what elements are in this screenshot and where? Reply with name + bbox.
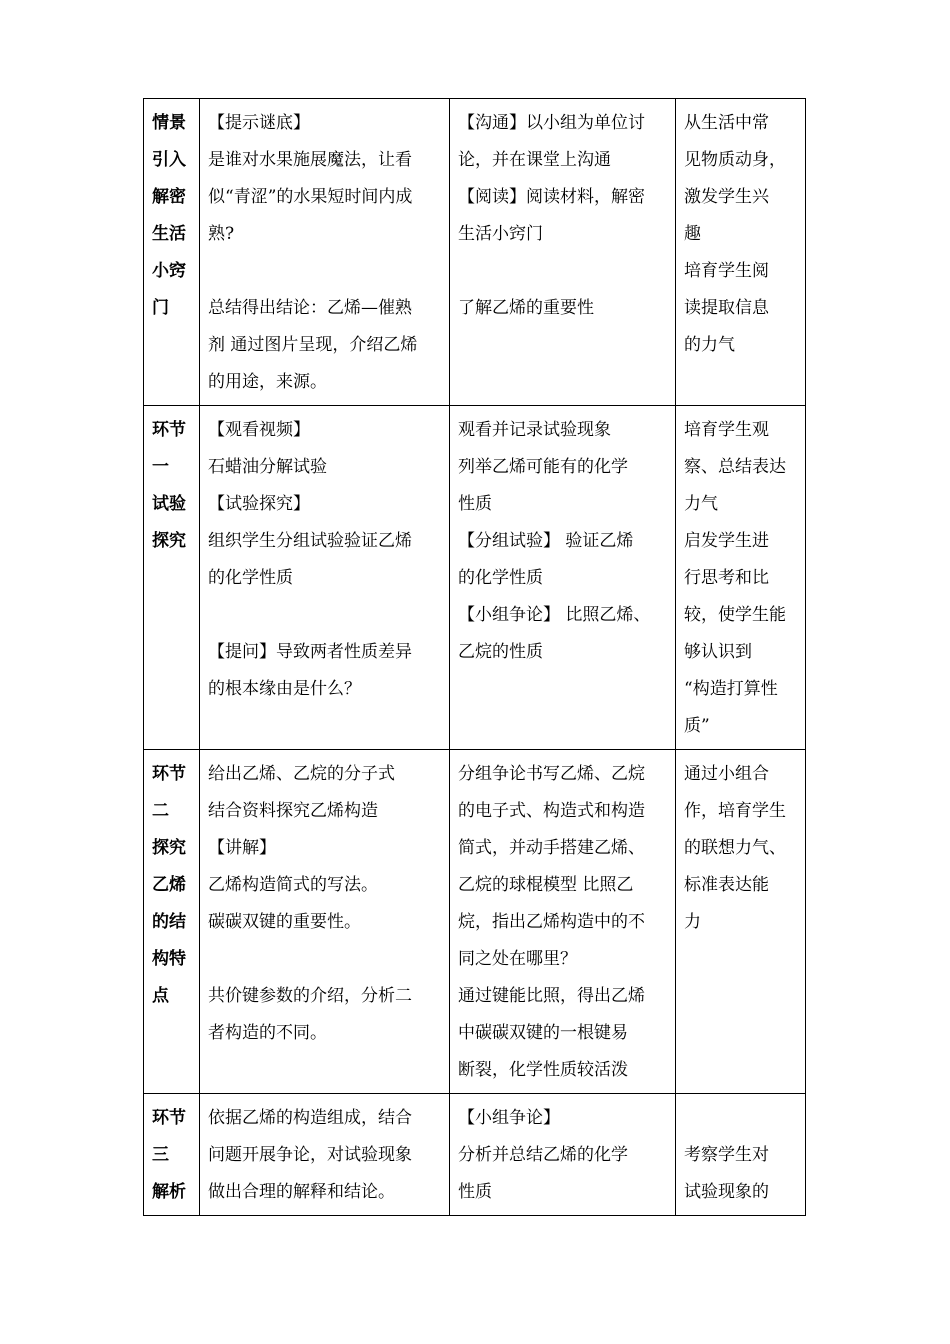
table-row (144, 1094, 806, 1216)
student-line: 【小组争论】 比照乙烯、 (458, 605, 651, 625)
intent-line: 的联想力气、 (684, 838, 786, 858)
student-line: 论，并在课堂上沟通 (458, 150, 611, 170)
student-activity-cell (450, 406, 676, 750)
student-line: 生活小窍门 (458, 224, 543, 244)
intent-line: 考察学生对 (684, 1145, 769, 1165)
teacher-activity-cell (200, 1094, 450, 1216)
teacher-activity-cell (200, 99, 450, 406)
stage-line: 三 (152, 1145, 169, 1165)
stage-line: 二 (152, 801, 169, 821)
intent-line: 力 (684, 912, 701, 932)
teacher-line: 是谁对水果施展魔法，让看 (208, 150, 412, 170)
student-line (458, 253, 669, 290)
student-line: 了解乙烯的重要性 (458, 298, 594, 318)
student-line: 性质 (458, 1182, 492, 1202)
stage-line: 环节 (152, 764, 186, 784)
teacher-line: 共价键参数的介绍，分析二 (208, 986, 412, 1006)
student-line: 观看并记录试验现象 (458, 420, 611, 440)
intent-line: 够认识到 (684, 642, 752, 662)
student-line: 【沟通】以小组为单位讨 (458, 113, 645, 133)
intent-line: 较，使学生能 (684, 605, 786, 625)
intent-line: 趣 (684, 224, 701, 244)
teacher-line (208, 941, 443, 978)
intent-line: 培育学生阅 (684, 261, 769, 281)
intent-line: 通过小组合 (684, 764, 769, 784)
stage-line: 环节 (152, 1108, 186, 1128)
table-row (144, 750, 806, 1094)
stage-line: 环节 (152, 420, 186, 440)
teacher-activity-cell (200, 406, 450, 750)
teacher-line: 【讲解】 (208, 838, 276, 858)
student-line: 列举乙烯可能有的化学 (458, 457, 628, 477)
stage-cell (144, 750, 200, 1094)
teacher-line (208, 253, 443, 290)
stage-line: 乙烯 (152, 875, 186, 895)
stage-line: 解析 (152, 1182, 186, 1202)
teacher-line: 者构造的不同。 (208, 1023, 327, 1043)
table-row (144, 406, 806, 750)
stage-line: 引入 (152, 150, 186, 170)
teacher-line: 石蜡油分解试验 (208, 457, 327, 477)
stage-line: 小窍 (152, 261, 186, 281)
student-line: 同之处在哪里？ (458, 949, 577, 969)
intent-line: 培育学生观 (684, 420, 769, 440)
teacher-line: 组织学生分组试验验证乙烯 (208, 531, 412, 551)
teacher-line: 【提示谜底】 (208, 113, 310, 133)
design-intent-cell (676, 406, 806, 750)
teacher-line: 似“青涩”的水果短时间内成 (208, 187, 413, 207)
student-activity-cell (450, 1094, 676, 1216)
student-line: 【小组争论】 (458, 1108, 560, 1128)
teacher-line: 剂 通过图片呈现，介绍乙烯 (208, 335, 418, 355)
teacher-line (208, 597, 443, 634)
design-intent-cell (676, 1094, 806, 1216)
teacher-line: 问题开展争论，对试验现象 (208, 1145, 412, 1165)
teacher-activity-cell (200, 750, 450, 1094)
teacher-line: 熟? (208, 224, 235, 244)
intent-line: 的力气 (684, 335, 735, 355)
student-line: 简式，并动手搭建乙烯、 (458, 838, 645, 858)
student-line: 的化学性质 (458, 568, 543, 588)
student-line: 烷，指出乙烯构造中的不 (458, 912, 645, 932)
design-intent-cell (676, 750, 806, 1094)
intent-line: 作，培育学生 (684, 801, 786, 821)
student-line: 分析并总结乙烯的化学 (458, 1145, 628, 1165)
stage-line: 一 (152, 457, 169, 477)
stage-line: 点 (152, 986, 169, 1006)
stage-cell (144, 1094, 200, 1216)
teacher-line: 做出合理的解释和结论。 (208, 1182, 395, 1202)
intent-line: 从生活中常 (684, 113, 769, 133)
stage-cell (144, 406, 200, 750)
intent-line: 标准表达能 (684, 875, 769, 895)
stage-line: 的结 (152, 912, 186, 932)
teacher-line: 【观看视频】 (208, 420, 310, 440)
intent-line: “构造打算性 (684, 679, 778, 699)
stage-cell (144, 99, 200, 406)
teacher-line: 的化学性质 (208, 568, 293, 588)
stage-line: 试验 (152, 494, 186, 514)
design-intent-cell (676, 99, 806, 406)
stage-line: 构特 (152, 949, 186, 969)
stage-line: 探究 (152, 838, 186, 858)
intent-line: 行思考和比 (684, 568, 769, 588)
student-line: 的电子式、构造式和构造 (458, 801, 645, 821)
lesson-plan-body (144, 99, 806, 1216)
student-line: 乙烷的性质 (458, 642, 543, 662)
intent-line: 试验现象的 (684, 1182, 769, 1202)
teacher-line: 碳碳双键的重要性。 (208, 912, 361, 932)
intent-line: 察、总结表达 (684, 457, 786, 477)
teacher-line: 结合资料探究乙烯构造 (208, 801, 378, 821)
teacher-line: 乙烯构造简式的写法。 (208, 875, 378, 895)
stage-line: 探究 (152, 531, 186, 551)
teacher-line: 【试验探究】 (208, 494, 310, 514)
student-line: 【分组试验】 验证乙烯 (458, 531, 634, 551)
intent-line: 见物质动身， (684, 150, 786, 170)
student-line: 【阅读】阅读材料，解密 (458, 187, 645, 207)
teacher-line: 的用途，来源。 (208, 372, 327, 392)
intent-line: 启发学生进 (684, 531, 769, 551)
stage-line: 解密 (152, 187, 186, 207)
teacher-line: 的根本缘由是什么？ (208, 679, 361, 699)
intent-line: 力气 (684, 494, 718, 514)
student-line: 分组争论书写乙烯、乙烷 (458, 764, 645, 784)
teacher-line: 【提问】导致两者性质差异 (208, 642, 412, 662)
table-row (144, 99, 806, 406)
student-line: 断裂，化学性质较活泼 (458, 1060, 628, 1080)
student-activity-cell (450, 750, 676, 1094)
lesson-plan-table (143, 98, 806, 1216)
teacher-line: 依据乙烯的构造组成，结合 (208, 1108, 412, 1128)
teacher-line: 总结得出结论：乙烯—催熟 (208, 298, 412, 318)
stage-line: 门 (152, 298, 169, 318)
intent-line: 激发学生兴 (684, 187, 769, 207)
student-line: 乙烷的球棍模型 比照乙 (458, 875, 634, 895)
student-line: 性质 (458, 494, 492, 514)
student-line: 中碳碳双键的一根键易 (458, 1023, 628, 1043)
intent-line (684, 1100, 799, 1137)
intent-line: 读提取信息 (684, 298, 769, 318)
student-line: 通过键能比照，得出乙烯 (458, 986, 645, 1006)
intent-line: 质” (684, 716, 710, 736)
teacher-line: 给出乙烯、乙烷的分子式 (208, 764, 395, 784)
student-activity-cell (450, 99, 676, 406)
stage-line: 生活 (152, 224, 186, 244)
stage-line: 情景 (152, 113, 186, 133)
